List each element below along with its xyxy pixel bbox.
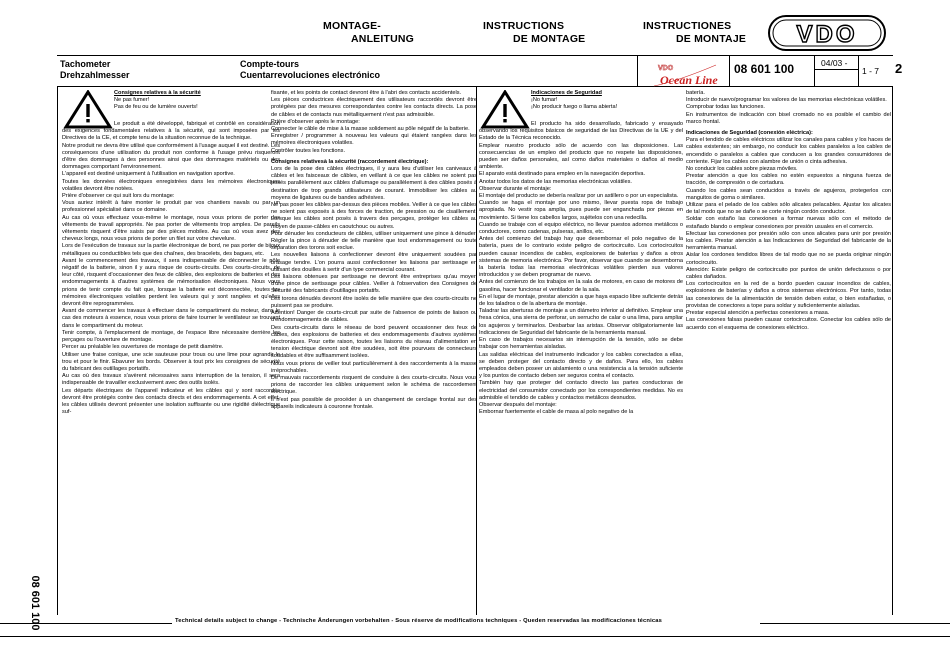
warning-block: Consignes relatives à la sécurité Ne pas fumer! Pas de feu ou de lumière ouverts! bbox=[62, 90, 280, 130]
warning-triangle-icon bbox=[62, 90, 114, 130]
vdo-logo bbox=[768, 15, 886, 51]
section-heading: Consignes relatives à la sécurité bbox=[114, 90, 201, 96]
bottom-rule bbox=[0, 636, 950, 637]
warning-triangle-icon bbox=[479, 90, 531, 130]
title-fr: INSTRUCTIONS DE MONTAGE bbox=[483, 20, 586, 45]
svg-text:VDO: VDO bbox=[658, 65, 674, 72]
side-part-number: 08 601 100 bbox=[29, 575, 41, 631]
column-es-general: Indicaciones de Seguridad ¡No fumar! ¡No producir fuego o llama abierta! El producto ha sido desarrollado, fabricado y ensayado observando los requisitos básicos de seguridad de las Directivas de la UE y del Estado de la Técnica reconocido. Emplear nuestro producto sólo de acuerdo con las disposiciones. Las consecuencias de un empleo del producto que no respete las disposiciones, pueden ser daños personales, así como daños materiales o daños al medio ambiente. El aparato está destinado para empleo en la navegación deportiva. Anotar todos los datos de las memorias electrónicas volátiles. Observar durante el montaje: El montaje del producto se debería realizar por un astillero o por un especialista. Cuando se haga el montaje por uno mismo, llevar puesta ropa de trabajo apropiada. No vestir ropa amplia, pues puede ser enganchada por piezas en movimiento. Si tiene los cabellos largos, sujételos con una redecilla. Cuando se trabaje con el equipo eléctrico, no llevar puestos adornos metálicos o conductores, como cadenas, pulseras, anillos, etc. Antes del comienzo del trabajo hay que desembornar el polo negativo de la batería, pues de lo contrario existe peligro de cortocircuito. Los cortocircuitos pueden causar incendios de cables, explosiones de baterías y daños a otros sistemas de memoria electrónica. Por favor, observar que cuando se desemborna la batería todas las memorias electrónicas volátiles pierden sus valores introducidos y se deben programar de nuevo. Antes del comienzo de los trabajos en la sala de motores, en caso de motores de gasolina, hacer funcionar el ventilador de la sala. En el lugar de montaje, prestar atención a que haya espacio libre suficiente detrás de los taladros o de la abertura de montaje. Taladrar las aberturas de montaje a un diámetro inferior al definitivo. Emplear una fresa cónica, una sierra de perforar, un serrucho de calar o una lima, para ampliar los agujeros y terminarlos. Desbarbar las aristas. Observar obligatoriamente las Indicaciones de Seguridad del fabricante de la herramienta manual. En caso de trabajos necesarios sin interrupción de la tensión, sólo se debe trabajar con herramientas aisladas. Las salidas eléctricas del instrumento indicador y los cables conectados a ellas, se deben proteger del contacto directo y de daños. Para ello, los cables empleados deben poseer un aislamiento o una resistencia a la tensión suficiente y los puntos de contacto deben ser seguros contra el contacto. También hay que proteger del contacto directo las partes conductoras de electricidad del consumidor conectado por los correspondientes medidas. No es admisible el tendido de cables y contactos metálicos desnudos. Observar después del montaje: Embornar fuertemente el cable de masa al polo negativo de la bbox=[479, 90, 683, 416]
title-de: MONTAGE- ANLEITUNG bbox=[323, 20, 415, 45]
column-es-electrical: batería. Introducir de nuevo/programar los valores de las memorias electrónicas volátiles. Comprobar todas las funciones. En instrumentos de indicación con bisel cromado no es posible el cambio del marco frontal. Indicaciones de Seguridad (conexión eléctrica): Para el tendido de cables eléctricos utilizar los canales para cables y los haces de cables existentes; sin embargo, no conducir los cables paralelos a los cables de encendido o paralelos a cables que conducen a los grandes consumidores de corriente. Fijar los cables con alambre de unión o cinta adhesiva. No conducir los cables sobre piezas móviles. Prestar atención a que los cables no estén expuestos a ninguna fuerza de tracción, de compresión o de cortadura. Cuando los cables sean conducidos a través de agujeros, protegerlos con manguitos de goma o similares. Utilizar para el pelado de los cables sólo alicates pelacables. Ajustar los alicates de tal modo que no se dañe o se corte ningún cordón conductor. Soldar con estaño las conexiones a formar nuevas sólo con el método de estañado blando o emplear conexiones por presión usuales en el comercio. Efectuar las conexiones por presión sólo con unos alicates para unir por presión los cables. Prestar atención a las Indicaciones de Seguridad del fabricante de la herramienta manual. Aislar los cordones tendidos libres de tal modo que no se pueda originar ningún cortocircuito. Atención: Existe peligro de cortocircuito por puntos de unión defectuosos o por cables dañados. Los cortocircuitos en la red de a bordo pueden causar incendios de cables, explosiones de baterías y daños a otros sistemas electrónicos. Por tanto, todas las conexiones de la alimentación de tensión deben estar, o bien estañadas, o provistas de conectores a tope para soldar y suficientemente aisladas. Prestar especial atención a perfectas conexiones a masa. Las conexiones falsas pueden causar cortocircuitos. Conectar los cables sólo de acuerdo con el esquema de conexiones eléctrico. bbox=[686, 90, 891, 331]
column-fr-electrical: fisante, et les points de contact devront être à l'abri des contacts accidentels. Les pièces conductrices électriquement des utilisateurs raccordés devront être protégées par des mesures correspondantes contre les contacts directs. La pose de câbles et de contacts nus métalliquement n'est pas admissible. Prière d'observer après le montage: Connecter le câble de mise à la masse solidement au pôle négatif de la batterie. Enregistrer / programmer à nouveau les valeurs qui étaient rangées dans les mémoires électroniques volatiles. Contrôler toutes les fonctions. Consignes relativesà la sécurité (raccordement électrique): Lors de la pose des câbles électriques, il y aura lieu d'utiliser les caniveaux à câbles et les faisceaux de câbles, en veillant à ce que les câbles ne soient pas posés parallèlement aux câbles d'allumage ou parallèlement à des câbles posés à destination de trop grands utilisateurs de courant. Immobiliser les câbles au moyens de ligatures ou de bandes adhésives. Ne pas poser les câbles par-dessus des pièces mobiles. Veiller à ce que les câbles ne soient pas exposés à des forces de traction, de pression ou de cisaillement. Lorsque les câbles sont posés à travers des perçages, protéger les câbles au moyen de passe-câbles en caoutchouc ou autres. Pour dénuder les conducteurs de câbles, utiliser uniquement une pince à dénuder. Régler la pince à dénuder de telle manière que tout endommagement ou toute séparation des torons soit exclue. Les nouvelles liaisons à confectionner devront être uniquement soudées par brasage tendre. L'on pourra aussi confectionner les liaisons par sertissage en utilisant des douilles à sertir d'un type commercial courant. Les liaisons obtenues par sertissage ne devront être entreprises qu'au moyen d'une pince de sertissage pour câbles. Veiller à l'observation des Consignes de Sécurité des fabricants d'outillages portatifs. Les torons dénudés devront être isolés de telle manière que des courts-circuits ne puissent pas se produire. Attention! Danger de courts-circuit par suite de l'absence de points de liaison ou d'endommagements de câbles. Des courts-circuits dans le réseau de bord peuvent occasionner des feux de câbles, des explosions de batteries et des endommagements d'autres systèmes électroniques. Pour cette raison, toutes les liaisons du réseau d'alimentation en tension électrique devront soit être soudées, soit être pourvues de connecteurs soudables et être suffisamment isolées. Nous vous prions de veiller tout particulièrement à des raccordements à la masse irréprochables. De mauvais raccordements risquent de conduire à des courts-circuits. Nous vous prions de raccorder les câbles uniquement selon le schéma de raccordement électrique. Il n'est pas possible de procéder à un changement de cerclage frontal sur des appareils indicateurs à couronne frontale. bbox=[271, 90, 477, 410]
svg-text:Ocean Line: Ocean Line bbox=[660, 73, 718, 87]
footer bbox=[0, 617, 950, 631]
info-bar bbox=[57, 55, 903, 87]
column-fr-general: Consignes relatives à la sécurité Ne pas fumer! Pas de feu ou de lumière ouverts! Le produit a été développé, fabriqué et contrôlé en considération des exigences fondamentales relatives à la sécurité, qui sont imposées par les Directives de la CE, et compte tenu de la situation reconnue de la technique. Notre produit ne devra être utilisé que conformément à l'usage auquel il est destiné. Les conséquences d'une utilisation du produit non conforme à l'usage prévu risqueront d'être des dommages à des personnes ainsi que des dommages matériels ou des dommages comportant l'environnement. L'appareil est destiné uniquement à l'utilisation en navigation sportive. Toutes les données électroniques enregistrées dans les mémoires électroniques volatiles devront être notées. Prière d'observer ce qui suit lors du montage: Vous auriez intérêt à faire monter le produit par vos chantiers navals ou par un professionnel spécialisé dans ce domaine. Au cas où vous effectuez vous-même le montage, nous vous prions de porter des vêtements de travail appropriés. Ne pas porter de vêtements trop amples. De pareils vêtements risquent d'être saisis par des pièces mobiles. Au cas où vous avez des cheveux longs, nous vous prions de porter un filet sur votre chevelure. Lors de l'exécution de travaux sur la partie électronique de bord, ne pas porter de bijoux métalliques ou conductibles tels que des chaînes, des bracelets, des bagues, etc. Avant le commencement des travaux, il sera indispensable de déconnecter le pôle négatif de la batterie, sinon il y aura risque de courts-circuits. Des courts-circuits, de leur côté, risquent d'occasionner des feux de câbles, des explosions de batteries et des endommagements à d'autres systèmes de mémorisation électroniques. Nous vous prions de tenir compte du fait que, lorsque la batterie est déconnectée, toutes les mémoires électroniques volatiles perdent les valeurs qui y sont rangées et qu'elles devront être reprogrammées. Avant de commencer les travaux à effectuer dans le compartiment du moteur, dans le cas des moteurs à essence, nous vous prions de faire tourner le ventilateur se trouvant dans le compartiment du moteur. Tenir compte, à l'emplacement de montage, de l'espace libre nécessaire derrière les perçages ou l'ouverture de montage. Percer au préalable les ouvertures de montage de petit diamètre. Utiliser une fraise conique, une scie sauteuse pour trous ou une lime pour agrandir le trou et pour le finir. Ebavurer les bords. Observer à tout prix les consignes de sécurité du fabricant des outillages portatifs. Au cas où des travaux s'avèrent nécessaires sans interruption de la tension, il sera indispensable de travailler exclusivement avec des outils isolés. Les départs électriques de l'appareil indicateur et les câbles qui y sont raccordés devront être protégés contre des contacts directs et des endommagements. A cet effet, les câbles utilisés devront présenter une isolation suffisante ou une rigidité diélectrique suf- bbox=[62, 90, 280, 416]
footer-disclaimer: Technical details subject to change - Technische Änderungen vorbehalten - Sous réserve de modifications techniques - Queden reservadas las modificaciones técnicas bbox=[175, 618, 663, 624]
ocean-line-logo bbox=[637, 56, 729, 86]
part-number: 08 601 100 bbox=[729, 56, 814, 86]
page-range: 1 - 7 bbox=[862, 66, 880, 76]
section-heading: Indicaciones de Seguridad bbox=[531, 90, 602, 96]
svg-text:VDO: VDO bbox=[796, 21, 858, 48]
divider bbox=[892, 87, 893, 615]
divider bbox=[57, 87, 58, 615]
page-number: 2 bbox=[895, 61, 903, 76]
product-names-en-de: Tachometer Drehzahlmesser bbox=[60, 59, 130, 80]
title-es: INSTRUCTIONES DE MONTAJE bbox=[643, 20, 747, 45]
section-heading: Indicaciones de Seguridad (conexión eléctrica): bbox=[686, 130, 813, 137]
product-names-fr-es: Compte-tours Cuentarrevoluciones electrónico bbox=[240, 59, 381, 80]
section-heading: Consignes relativesà la sécurité (raccordement électrique): bbox=[271, 158, 429, 165]
warning-block: Indicaciones de Seguridad ¡No fumar! ¡No producir fuego o llama abierta! bbox=[479, 90, 683, 130]
revision-date: 04/03 - bbox=[814, 56, 859, 86]
